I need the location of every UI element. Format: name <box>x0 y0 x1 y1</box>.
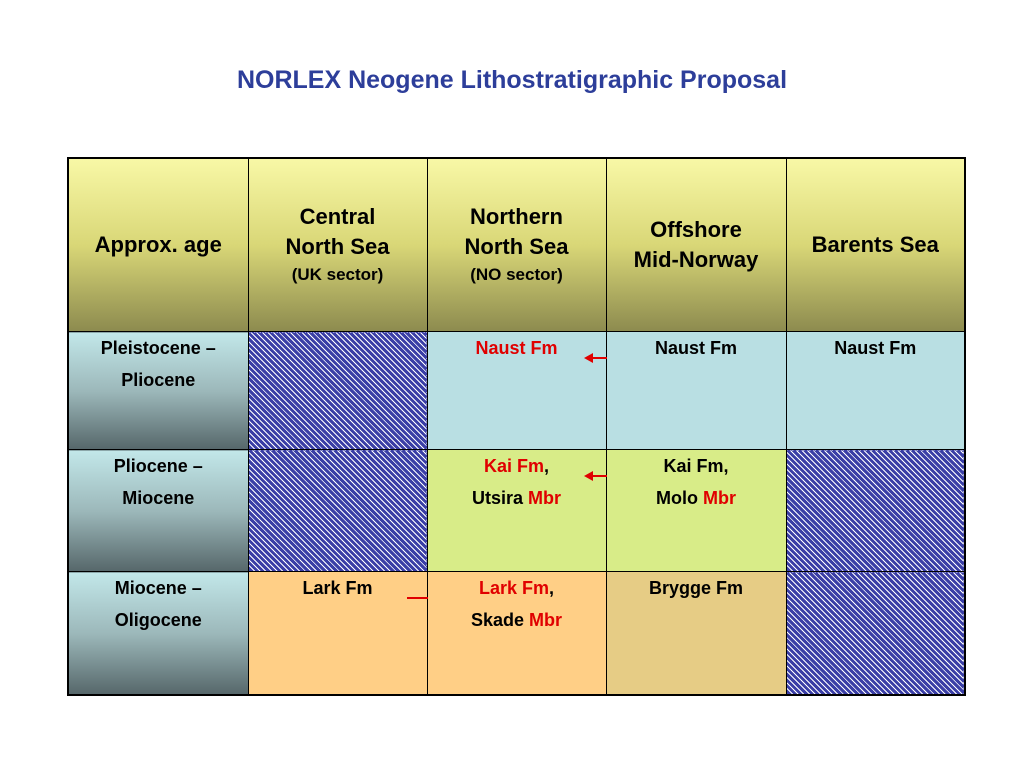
header-nns-sub: (NO sector) <box>470 265 563 284</box>
age-line2: Oligocene <box>114 610 202 630</box>
nns-cell <box>427 332 606 450</box>
age-line2: Miocene <box>122 488 195 508</box>
header-omn-line1: Offshore <box>650 217 742 242</box>
age-line1: Miocene – <box>114 578 202 598</box>
table-row <box>68 572 965 695</box>
barents-cell <box>786 332 965 450</box>
header-nns-line2: North Sea <box>464 234 569 259</box>
header-age-label: Approx. age <box>94 232 222 257</box>
member-name: Skade <box>470 610 530 630</box>
formation-name: Naust Fm <box>475 338 558 358</box>
formation-name: Naust Fm <box>834 338 917 358</box>
omn-cell <box>606 332 786 450</box>
header-cns-sub: (UK sector) <box>291 265 384 284</box>
header-central-north-sea <box>248 158 427 332</box>
formation-name: Lark Fm <box>478 578 549 598</box>
formation-name: Kai Fm <box>483 456 544 476</box>
header-northern-north-sea <box>427 158 606 332</box>
hatched-cell <box>786 572 965 695</box>
age-cell <box>68 450 248 572</box>
age-cell <box>68 332 248 450</box>
header-cns-line1: Central <box>299 204 376 229</box>
formation-name: Naust Fm <box>654 338 737 358</box>
formation-line2 <box>428 604 606 636</box>
member-suffix: Mbr <box>703 488 736 508</box>
omn-cell <box>606 572 786 695</box>
formation-line2 <box>428 482 606 514</box>
member-name: Utsira <box>471 488 529 508</box>
header-nns-line1: Northern <box>470 204 563 229</box>
formation-line1: Kai Fm, <box>663 456 729 476</box>
age-line1: Pleistocene – <box>100 338 216 358</box>
age-line1: Pliocene – <box>113 456 203 476</box>
page-title: NORLEX Neogene Lithostratigraphic Proposal <box>236 66 788 94</box>
header-cns-line2: North Sea <box>285 234 390 259</box>
formation-suffix: , <box>544 456 550 476</box>
hatched-cell <box>786 450 965 572</box>
cns-cell <box>248 572 427 695</box>
nns-cell <box>427 572 606 695</box>
table-row <box>68 332 965 450</box>
lithostratigraphy-table <box>67 157 966 696</box>
header-age <box>68 158 248 332</box>
formation-line1 <box>428 572 606 604</box>
member-name: Molo <box>656 488 703 508</box>
header-barents-label: Barents Sea <box>811 232 939 257</box>
nns-cell <box>427 450 606 572</box>
age-line2: Pliocene <box>121 370 196 390</box>
hatched-cell <box>248 450 427 572</box>
member-suffix: Mbr <box>529 610 563 630</box>
header-omn-line2: Mid-Norway <box>633 247 759 272</box>
formation-line2 <box>607 482 786 514</box>
omn-cell <box>606 450 786 572</box>
formation-suffix: , <box>549 578 555 598</box>
age-cell <box>68 572 248 695</box>
header-barents-sea <box>786 158 965 332</box>
header-row <box>68 158 965 332</box>
formation-name: Brygge Fm <box>648 578 744 598</box>
hatched-cell <box>248 332 427 450</box>
formation-line1 <box>428 450 606 482</box>
formation-name: Lark Fm <box>302 578 373 598</box>
header-offshore-mid-norway <box>606 158 786 332</box>
member-suffix: Mbr <box>528 488 562 508</box>
table-row <box>68 450 965 572</box>
